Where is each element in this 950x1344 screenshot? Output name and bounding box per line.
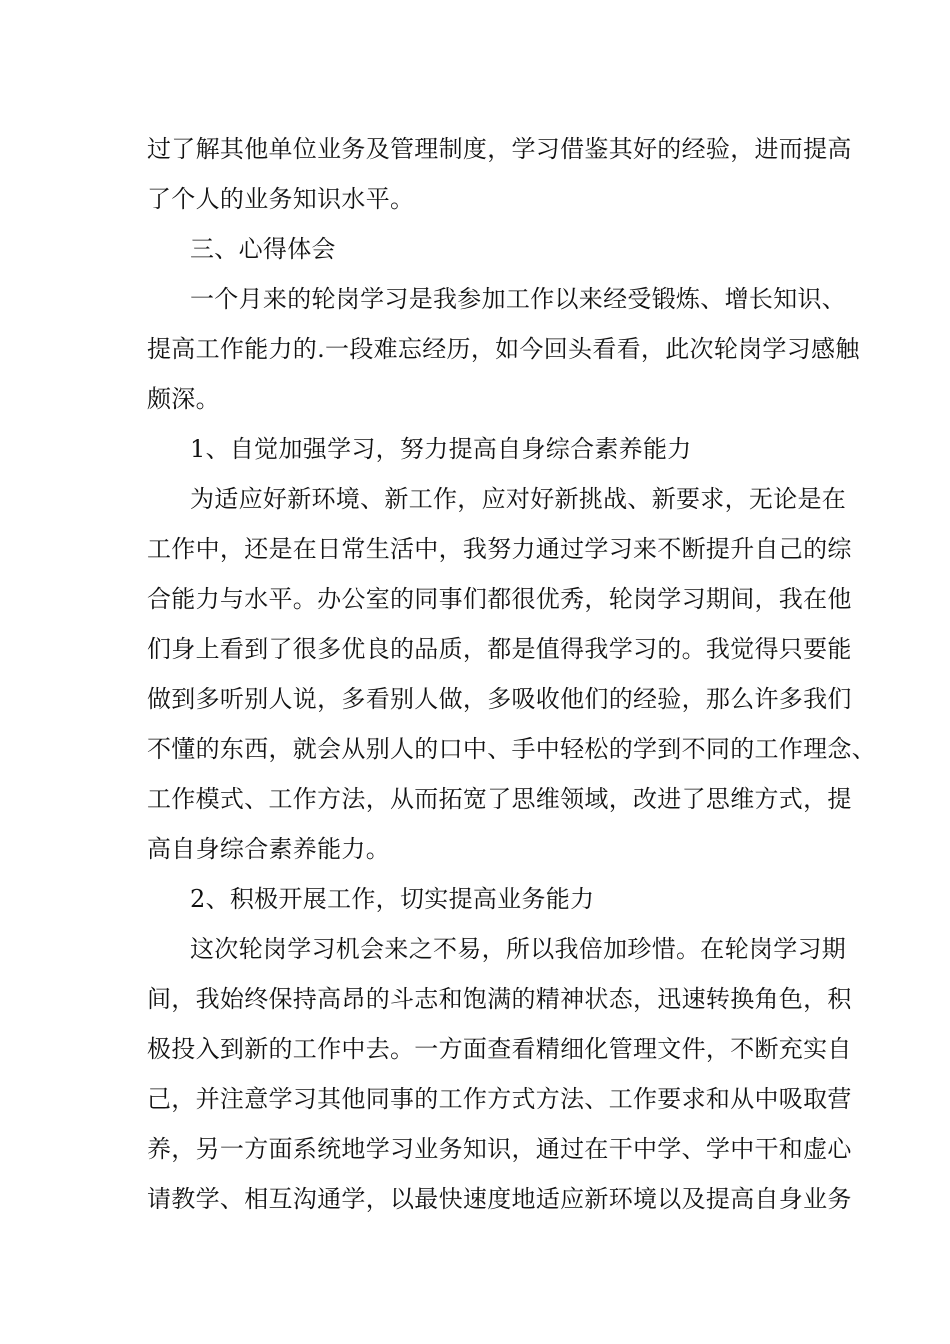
text-line: 不懂的东西，就会从别人的口中、手中轻松的学到不同的工作理念、 — [147, 735, 876, 763]
text-line: 提高工作能力的.一段难忘经历，如今回头看看，此次轮岗学习感触 — [147, 335, 860, 363]
text-line: 过了解其他单位业务及管理制度，学习借鉴其好的经验，进而提高 — [147, 135, 852, 163]
text-line: 为适应好新环境、新工作，应对好新挑战、新要求，无论是在 — [190, 485, 847, 513]
text-line: 己，并注意学习其他同事的工作方式方法、工作要求和从中吸取营 — [147, 1085, 852, 1113]
text-line: 极投入到新的工作中去。一方面查看精细化管理文件，不断充实自 — [147, 1035, 852, 1063]
text-line: 请教学、相互沟通学，以最快速度地适应新环境以及提高自身业务 — [147, 1185, 852, 1213]
text-line: 颇深。 — [147, 385, 220, 413]
subsection-heading: 1、自觉加强学习，努力提高自身综合素养能力 — [190, 435, 692, 463]
text-line: 间，我始终保持高昂的斗志和饱满的精神状态，迅速转换角色，积 — [147, 985, 852, 1013]
text-line: 了个人的业务知识水平。 — [147, 185, 415, 213]
subsection-heading: 2、积极开展工作，切实提高业务能力 — [190, 885, 595, 913]
text-line: 工作模式、工作方法，从而拓宽了思维领域，改进了思维方式，提 — [147, 785, 852, 813]
text-line: 合能力与水平。办公室的同事们都很优秀，轮岗学习期间，我在他 — [147, 585, 852, 613]
section-heading: 三、心得体会 — [190, 235, 336, 263]
text-line: 工作中，还是在日常生活中，我努力通过学习来不断提升自己的综 — [147, 535, 852, 563]
text-line: 一个月来的轮岗学习是我参加工作以来经受锻炼、增长知识、 — [190, 285, 847, 313]
text-line: 这次轮岗学习机会来之不易，所以我倍加珍惜。在轮岗学习期 — [190, 935, 847, 963]
text-line: 高自身综合素养能力。 — [147, 835, 390, 863]
text-line: 做到多听别人说，多看别人做，多吸收他们的经验，那么许多我们 — [147, 685, 852, 713]
text-line: 们身上看到了很多优良的品质，都是值得我学习的。我觉得只要能 — [147, 635, 852, 663]
text-line: 养，另一方面系统地学习业务知识，通过在干中学、学中干和虚心 — [147, 1135, 852, 1163]
